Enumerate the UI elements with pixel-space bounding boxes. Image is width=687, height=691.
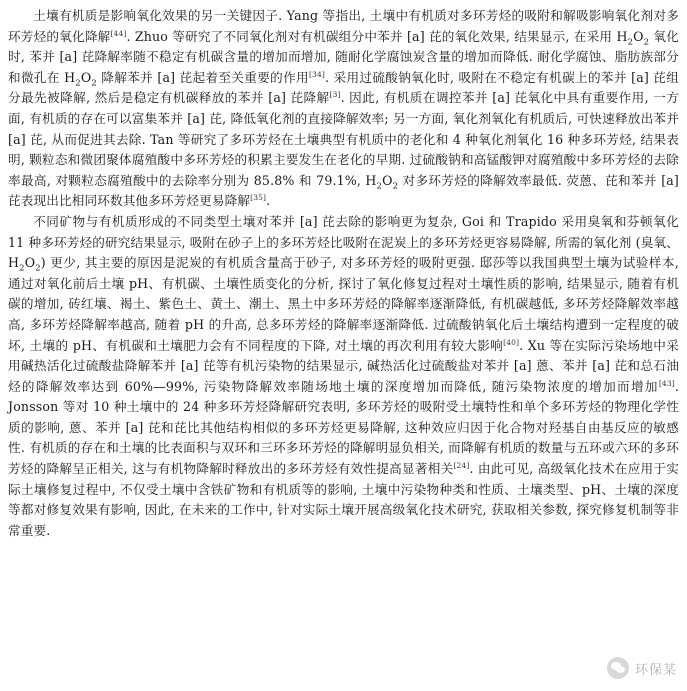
text-run: . Zhuo 等研究了不同氧化剂对有机碳组分中苯并 [a] 芘的氧化效果, 结果显示, 在采用 H xyxy=(126,28,628,44)
text-run: O xyxy=(633,28,644,44)
subscript: 2 xyxy=(35,263,41,274)
subscript: 2 xyxy=(643,37,650,48)
subscript: 2 xyxy=(75,78,81,89)
text-run: O xyxy=(80,69,92,85)
text-run: . 采用过硫酸钠氧化时, 吸附在不稳定有机碳上的苯并 [a] 芘组分最先被降解, 然后是稳定有机碳释放的苯并 [a] 芘降解 xyxy=(8,69,679,106)
text-run: 降解苯并 [a] 芘起着至关重要的作用 xyxy=(96,69,309,85)
citation-ref[interactable]: [35] xyxy=(250,193,267,203)
text-run: 土壤有机质是影响氧化效果的另一关键因子. Yang 等指出, 土壤中有机质对多环芳烃的吸附和解吸影响氧化剂对多环芳烃的氧化降解 xyxy=(8,8,679,44)
text-run: . 因此, 有机质在调控苯并 [a] 芘氧化中具有重要作用, 一方面, 有机质的存在可以富集苯并 [a] 芘, 降低氧化剂的直接降解效率; 另一方面, 氧化剂氧化有机质后, 可快速释放出苯并 [a] 芘, 从而促进其去除. Tan 等研究了多环芳烃在土壤典型有机质中的老化和 4 种氧化剂氧化 16 种多环芳烃, 结果表明, 颗粒态和微团聚体腐殖酸中多环芳烃的积累主要发生在老化的早期. 过硫酸钠和高锰酸钾对腐殖酸中多环芳烃的去除率最高, 对颗粒态腐殖酸中的去除率分别为 85.8% 和 79.1%, H xyxy=(8,90,679,188)
text-run: ) 更少, 其主要的原因是泥炭的有机质含量高于砂子, 对多环芳烃的吸附更强. 邸莎等以我国典型土壤为试验样本, 通过对氧化前后土壤 pH、有机碳、土壤性质变化的分析, 探讨了氧化修复过程对土壤性质的影响, 结果显示, 随着有机碳的增加, 砖红壤、褐土、紫色土、黄土、潮土、黑土中多环芳烃的降解率逐渐降低, 有机碳越低, 多环芳烃降解效率越高, 多环芳烃降解率越高, 随着 pH 的升高, 总多环芳烃的降解率逐渐降低. 过硫酸钠氧化后土壤结构遭到一定程度的破坏, 土壤的 pH、有机碳和土壤肥力会有不同程度的下降, 对土壤的再次利用有较大影响 xyxy=(8,255,679,353)
subscript: 2 xyxy=(627,37,634,48)
wechat-icon xyxy=(607,657,629,679)
citation-ref[interactable]: [24] xyxy=(453,460,470,470)
subscript: 2 xyxy=(392,181,399,192)
article-body xyxy=(8,6,679,541)
text-run: . xyxy=(266,193,271,209)
paragraph-minerals-soil-types xyxy=(8,212,679,542)
text-run: 对多环芳烃的降解效率最低. 荧蒽、芘和苯并 [a] 芘表现出比相同环数其他多环芳烃更易降解 xyxy=(8,172,679,209)
citation-ref[interactable]: [3] xyxy=(329,90,341,100)
text-run: 不同矿物与有机质形成的不同类型土壤对苯并 [a] 芘去除的影响更为复杂, Goi 和 Trapido 采用臭氧和芬顿氧化 11 种多环芳烃的研究结果显示, 吸附在砂子上的多环芳烃比吸附在泥炭上的多环芳烃更容易降解, 所需的氧化剂 (臭氧、H xyxy=(8,213,679,271)
text-run: 氧化时, 苯并 [a] 芘降解率随不稳定有机碳含量的增加而增加, 随耐化学腐蚀炭含量的增加而降低. 耐化学腐蚀、脂肪族部分和微孔在 H xyxy=(8,28,679,85)
watermark-text: 环保某 xyxy=(634,662,677,678)
subscript: 2 xyxy=(376,181,383,192)
subscript: 2 xyxy=(19,263,25,274)
paragraph-organic-matter xyxy=(8,6,679,212)
text-run: . Jonsson 等对 10 种土壤中的 24 种多环芳烃降解研究表明, 多环芳烃的吸附受土壤特性和单个多环芳烃的物理化学性质的影响, 蒽、苯并 [a] 芘和芘比其他结构相似的多环芳烃更易降解, 这种效应归因于化合物对羟基自由基反应的敏感性. 有机质的存在和土壤的比表面积与双环和三环多环芳烃的降解明显负相关, 而降解有机质的数量与五环或六环的多环芳烃的降解呈正相关, 这与有机物降解时释放出的多环芳烃有效性提高显著相关 xyxy=(8,378,679,477)
watermark xyxy=(607,657,677,679)
citation-ref[interactable]: [34] xyxy=(308,69,325,79)
text-run: O xyxy=(24,255,36,271)
citation-ref[interactable]: [40] xyxy=(503,337,520,347)
citation-ref[interactable]: [44] xyxy=(110,28,127,38)
text-run: . 由此可见, 高级氧化技术在应用于实际土壤修复过程中, 不仅受土壤中含铁矿物和有机质等的影响, 土壤中污染物种类和性质、土壤类型、pH、土壤的深度等都对修复效果有影响, 因此, 在未来的工作中, 针对实际土壤开展高级氧化技术研究, 获取相关参数, 探究修复机制等非常重要. xyxy=(8,461,680,538)
citation-ref[interactable]: [43] xyxy=(658,378,675,388)
text-run: . Xu 等在实际污染场地中采用碱热活化过硫酸盐降解苯并 [a] 芘等有机污染物的结果显示, 碱热活化过硫酸盐对苯并 [a] 蒽、苯并 [a] 芘和总石油烃的降解效率达到 60%—99%, 污染物降解效率随场地土壤的深度增加而降低, 随污染物浓度的增加而增加 xyxy=(8,337,679,394)
text-run: O xyxy=(382,172,393,188)
subscript: 2 xyxy=(91,78,97,89)
